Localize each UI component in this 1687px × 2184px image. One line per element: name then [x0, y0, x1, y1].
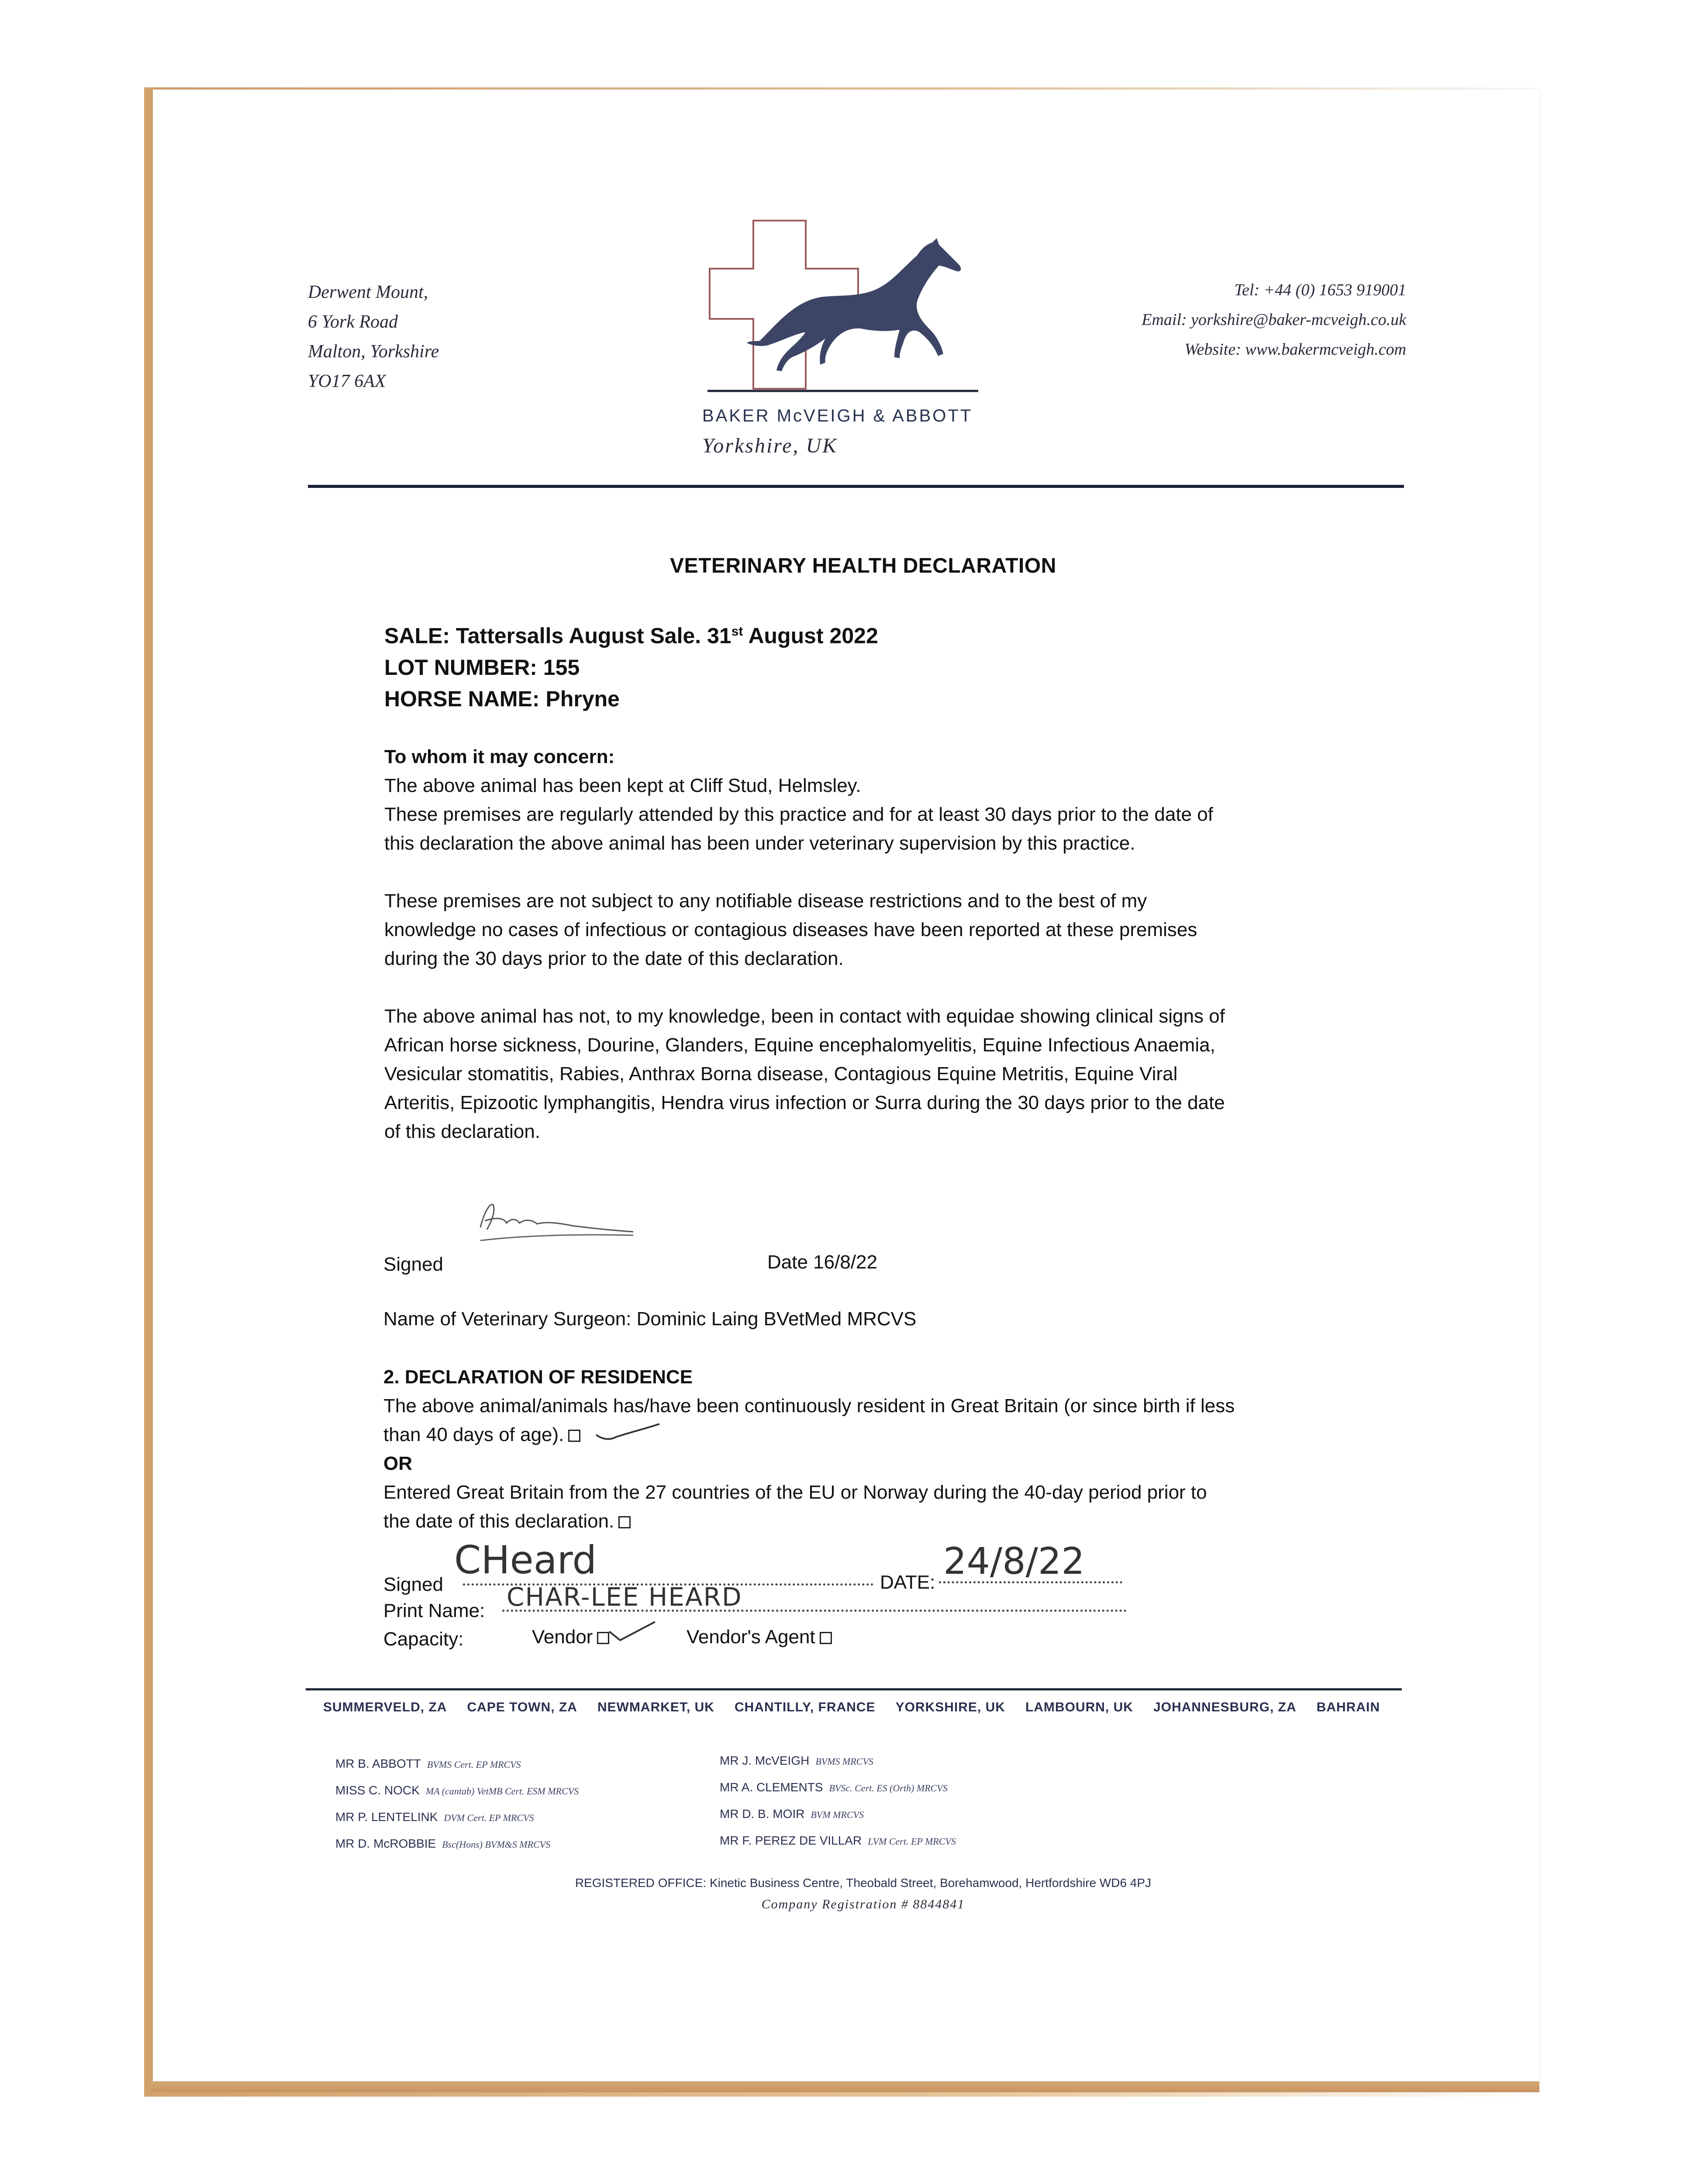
registered-office: REGISTERED OFFICE: Kinetic Business Centre, Theobald Street, Borehamwood, Hertfordshire WD6 4PJ	[575, 1876, 1152, 1890]
resident-checkbox[interactable]	[568, 1430, 580, 1442]
vet-surgeon-name: Name of Veterinary Surgeon: Dominic Laing BVetMed MRCVS	[383, 1308, 917, 1330]
residence-line: Entered Great Britain from the 27 countries of the EU or Norway during the 40-day period prior to	[383, 1482, 1207, 1503]
vet-signature	[472, 1192, 646, 1249]
partner-entry: MR F. PEREZ DE VILLAR LVM Cert. EP MRCVS	[720, 1834, 956, 1847]
paragraph-line: Arteritis, Epizootic lymphangitis, Hendra virus infection or Surra during the 30 days prior to the date	[384, 1092, 1225, 1113]
owner-date-handwritten: 24/8/22	[943, 1540, 1085, 1583]
footer-locations	[323, 1700, 1380, 1715]
company-name: BAKER McVEIGH & ABBOTT	[702, 406, 973, 425]
residence-line: the date of this declaration.	[383, 1507, 1388, 1536]
horse-line	[384, 683, 878, 715]
sale-details	[384, 616, 878, 715]
location-item: SUMMERVELD, ZA	[323, 1700, 447, 1714]
vendor-option: Vendor	[532, 1623, 609, 1652]
paragraph-line: Vesicular stomatitis, Rabies, Anthrax Borna disease, Contagious Equine Metritis, Equine Viral	[384, 1063, 1178, 1085]
paragraph-line: during the 30 days prior to the date of this declaration.	[384, 948, 844, 969]
partner-entry: MR D. B. MOIR BVM MRCVS	[720, 1807, 864, 1821]
sale-day-suffix: st	[731, 624, 743, 639]
vet-date: Date 16/8/22	[767, 1251, 877, 1273]
residence-heading: 2. DECLARATION OF RESIDENCE	[383, 1366, 693, 1388]
paragraph-line: The above animal has not, to my knowledge, been in contact with equidae showing clinical signs of	[384, 1006, 1225, 1027]
owner-date-label: DATE:	[880, 1572, 935, 1593]
partner-entry: MR P. LENTELINK DVM Cert. EP MRCVS	[335, 1810, 534, 1824]
address-line: 6 York Road	[308, 312, 398, 332]
location-item: CAPE TOWN, ZA	[467, 1700, 577, 1714]
paragraph-line: These premises are not subject to any notifiable disease restrictions and to the best of my	[384, 890, 1147, 912]
partner-entry: MR D. McROBBIE Bsc(Hons) BVM&S MRCVS	[335, 1837, 551, 1850]
residence-line: than 40 days of age).	[383, 1420, 1388, 1449]
practice-contact	[1048, 275, 1406, 364]
declaration-body	[384, 743, 1389, 1146]
paragraph-line: The above animal has been kept at Cliff Stud, Helmsley.	[384, 775, 861, 796]
website-text: Website: www.bakermcveigh.com	[1184, 340, 1406, 359]
paragraph-line: of this declaration.	[384, 1121, 541, 1142]
address-line: Derwent Mount,	[308, 282, 428, 302]
location-item: JOHANNESBURG, ZA	[1153, 1700, 1297, 1714]
sale-label: SALE:	[384, 623, 450, 648]
declaration-title: VETERINARY HEALTH DECLARATION	[670, 554, 1056, 577]
lot-line	[384, 652, 878, 683]
cross-and-horse-icon	[707, 214, 978, 402]
print-name-handwritten: CHAR-LEE HEARD	[507, 1582, 742, 1612]
location-item: LAMBOURN, UK	[1025, 1700, 1133, 1714]
residence-section	[383, 1363, 1388, 1536]
address-line: Malton, Yorkshire	[308, 342, 439, 362]
footer-divider	[306, 1688, 1402, 1690]
phone-text: Tel: +44 (0) 1653 919001	[1234, 281, 1406, 299]
capacity-label: Capacity:	[383, 1628, 464, 1650]
location-item: CHANTILLY, FRANCE	[734, 1700, 876, 1714]
company-registration: Company Registration # 8844841	[761, 1897, 965, 1911]
vendor-agent-checkbox[interactable]	[820, 1632, 832, 1644]
location-item: NEWMARKET, UK	[597, 1700, 714, 1714]
paragraph-line: African horse sickness, Dourine, Glanders, Equine encephalomyelitis, Equine Infectious Anaemia,	[384, 1034, 1215, 1056]
partners-left	[335, 1752, 579, 1858]
salutation: To whom it may concern:	[384, 746, 615, 767]
location-item: YORKSHIRE, UK	[895, 1700, 1005, 1714]
partner-entry: MR J. McVEIGH BVMS MRCVS	[720, 1754, 873, 1767]
partner-entry: MR B. ABBOTT BVMS Cert. EP MRCVS	[335, 1757, 521, 1770]
partners-right	[720, 1749, 956, 1855]
paragraph-line: These premises are regularly attended by this practice and for at least 30 days prior to the date of	[384, 804, 1213, 825]
practice-address	[308, 277, 439, 396]
letterhead-divider	[308, 485, 1404, 488]
email-text: Email: yorkshire@baker-mcveigh.co.uk	[1142, 311, 1406, 329]
paragraph-line: this declaration the above animal has been under veterinary supervision by this practice.	[384, 833, 1135, 854]
tick-mark-icon	[594, 1420, 664, 1446]
entered-checkbox[interactable]	[618, 1516, 631, 1528]
partner-entry: MR A. CLEMENTS BVSc. Cert. ES (Orth) MRCVS	[720, 1780, 948, 1794]
address-line: YO17 6AX	[308, 371, 386, 391]
horse-label: HORSE NAME:	[384, 686, 540, 711]
owner-signed-label: Signed	[383, 1574, 444, 1595]
vendor-tick-icon	[607, 1618, 659, 1645]
residence-line: The above animal/animals has/have been continuously resident in Great Britain (or since birth if less	[383, 1395, 1235, 1417]
company-location: Yorkshire, UK	[702, 434, 838, 457]
owner-signature: CHeard	[454, 1538, 597, 1583]
partner-entry: MISS C. NOCK MA (cantab) VetMB Cert. ESM MRCVS	[335, 1783, 579, 1797]
sale-value-suffix: August 2022	[748, 623, 878, 648]
location-item: BAHRAIN	[1316, 1700, 1380, 1714]
sale-value: Tattersalls August Sale. 31	[455, 623, 731, 648]
or-label: OR	[383, 1453, 412, 1474]
sale-line	[384, 616, 878, 652]
vet-signed-label: Signed	[383, 1254, 444, 1275]
vendor-agent-option: Vendor's Agent	[687, 1623, 832, 1652]
print-name-label: Print Name:	[383, 1600, 485, 1621]
paragraph-line: knowledge no cases of infectious or contagious diseases have been reported at these premises	[384, 919, 1197, 940]
lot-value: 155	[543, 655, 580, 680]
lot-label: LOT NUMBER:	[384, 655, 537, 680]
horse-value: Phryne	[545, 686, 620, 711]
